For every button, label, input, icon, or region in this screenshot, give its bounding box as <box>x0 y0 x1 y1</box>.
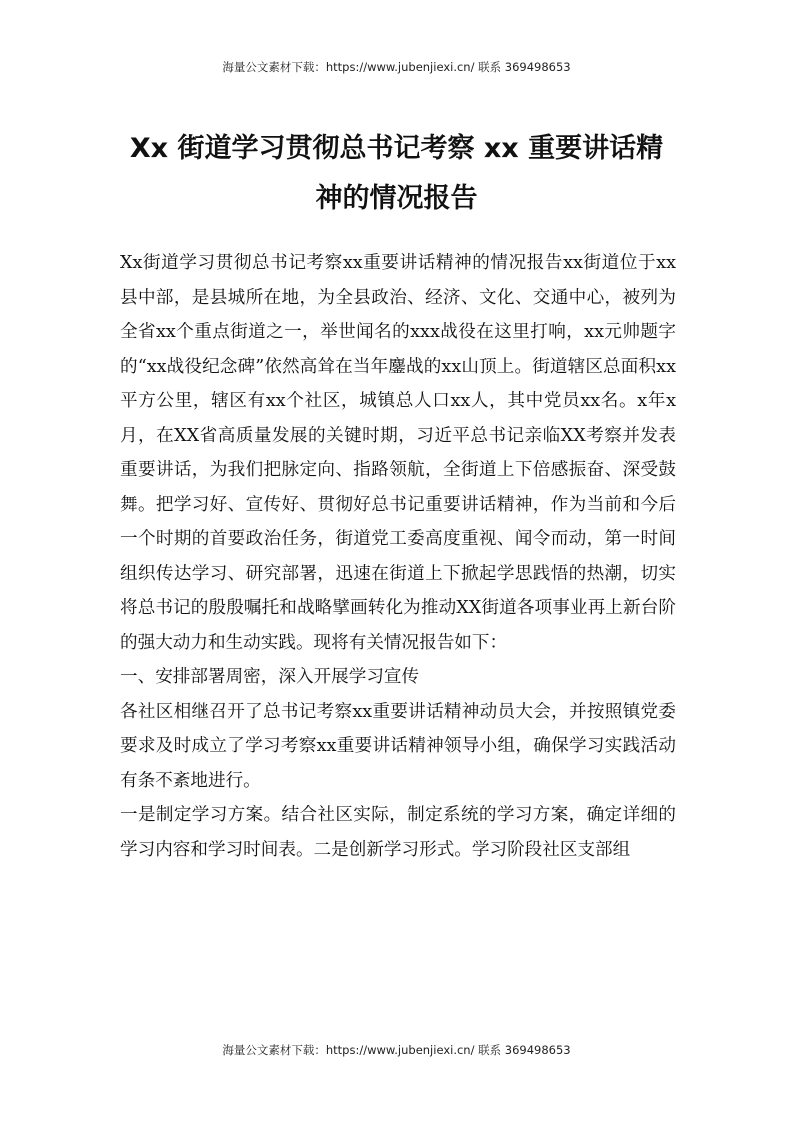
body-paragraph-2: 各社区相继召开了总书记考察xx重要讲话精神动员大会，并按照镇党委要求及时成立了学习考察xx重要讲话精神领导小组，确保学习实践活动有条不紊地进行。 <box>120 701 676 791</box>
page-footer: 海量公文素材下载：https://www.jubenjiexi.cn/ 联系 369498653 <box>222 1043 571 1057</box>
title-line-1: Xx 街道学习贯彻总书记考察 xx 重要讲话精 <box>129 133 664 164</box>
section-heading-1: 一、安排部署周密，深入开展学习宣传 <box>120 667 420 687</box>
body-paragraph-3: 一是制定学习方案。结合社区实际，制定系统的学习方案，确定详细的学习内容和学习时间表。二是创新学习形式。学习阶段社区支部组 <box>120 805 676 860</box>
body-paragraph-intro: Xx街道学习贯彻总书记考察xx重要讲话精神的情况报告xx街道位于xx县中部，是县城所在地，为全县政治、经济、文化、交通中心，被列为全省xx个重点街道之一，举世闻名的xxx战役在这里打响，xx元帅题字的“xx战役纪念碑”依然高耸在当年鏖战的xx山顶上。街道辖区总面积xx平方公里，辖区有xx个社区，城镇总人口xx人，其中党员xx名。x年x月，在XX省高质量发展的关键时期，习近平总书记亲临XX考察并发表重要讲话，为我们把脉定向、指路领航，全街道上下倍感振奋、深受鼓舞。把学习好、宣传好、贯彻好总书记重要讲话精神，作为当前和今后一个时期的首要政治任务，街道党工委高度重视、闻令而动，第一时间组织传达学习、研究部署，迅速在街道上下掀起学思践悟的热潮，切实将总书记的殷殷嘱托和战略擘画转化为推动XX街道各项事业再上新台阶的强大动力和生动实践。现将有关情况报告如下： <box>120 253 676 653</box>
page-header: 海量公文素材下载：https://www.jubenjiexi.cn/ 联系 369498653 <box>222 60 571 74</box>
document-body <box>120 246 676 867</box>
document-title <box>60 124 733 224</box>
title-line-2: 神的情况报告 <box>315 183 478 214</box>
